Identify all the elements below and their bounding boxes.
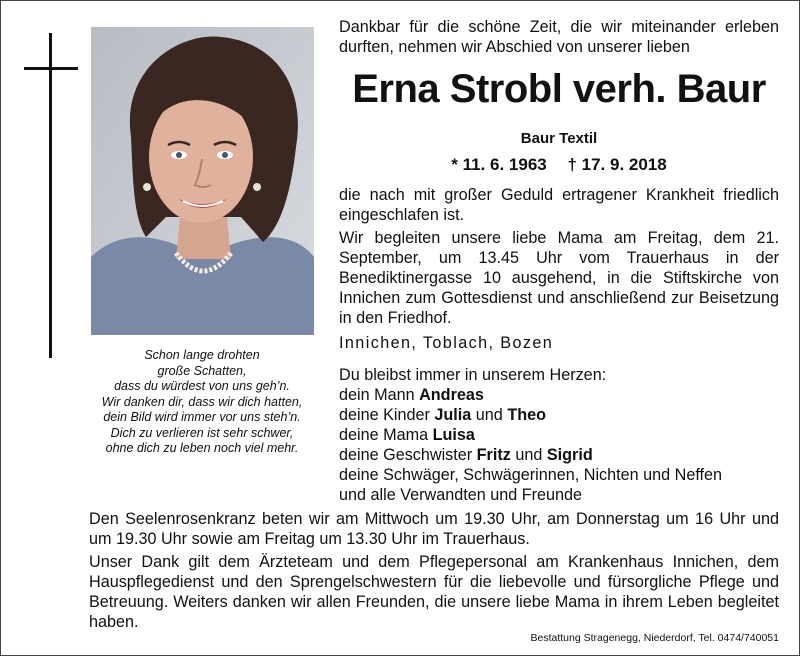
poem-line: Schon lange drohten bbox=[144, 348, 260, 362]
memorial-poem bbox=[89, 348, 315, 457]
poem-line: dein Bild wird immer vor uns steh’n. bbox=[103, 410, 301, 424]
conjunction: und bbox=[475, 406, 503, 424]
cross-vertical-bar bbox=[49, 33, 52, 358]
deceased-name: Erna Strobl verh. Baur bbox=[352, 67, 766, 111]
mother-name: Luisa bbox=[432, 426, 475, 444]
thanks-text: Unser Dank gilt dem Ärzteteam und dem Pflegepersonal am Krankenhaus Innichen, dem Hauspflegedienst und den Sprengelschwestern für die liebevolle und fürsorgliche Pflege und Betreuung. Weiters danken wir allen Freunden, die unsere liebe Mama in ihrem Leben begleitet haben. bbox=[89, 553, 779, 631]
passing-text: die nach mit großer Geduld ertragener Krankheit friedlich eingeschlafen ist. bbox=[339, 186, 779, 224]
family-children-line bbox=[339, 405, 784, 425]
husband-prefix: dein Mann bbox=[339, 386, 415, 404]
intro-text: Dankbar für die schöne Zeit, die wir miteinander erleben durften, nehmen wir Abschied von unserer lieben bbox=[339, 18, 779, 56]
funeral-home-footer: Bestattung Stragenegg, Niederdorf, Tel. 0474/740051 bbox=[530, 632, 779, 644]
mother-prefix: deine Mama bbox=[339, 426, 429, 444]
rosary-info: Den Seelenrosenkranz beten wir am Mittwoch um 19.30 Uhr, am Donnerstag um 16 Uhr und um 19.30 Uhr sowie am Freitag um 13.30 Uhr im Trauerhaus. bbox=[89, 510, 779, 548]
child-name: Julia bbox=[434, 406, 472, 424]
poem-line: Wir danken dir, dass wir dich hatten, bbox=[101, 394, 303, 409]
husband-name: Andreas bbox=[419, 386, 484, 404]
places-line: Innichen, Toblach, Bozen bbox=[339, 334, 554, 352]
sibling-name: Sigrid bbox=[546, 446, 593, 464]
company-name: Baur Textil bbox=[520, 130, 598, 147]
family-husband-line bbox=[339, 385, 784, 405]
family-siblings-line bbox=[339, 445, 784, 465]
poem-line: ohne dich zu leben noch viel mehr. bbox=[105, 441, 299, 455]
funeral-info: Wir begleiten unsere liebe Mama am Freitag, dem 21. September, um 13.45 Uhr vom Trauerhaus in der Benediktinergasse 10 ausgehend, in die Stiftskirche von Innichen zum Gottesdienst und anschließend zur Beisetzung in den Friedhof. bbox=[339, 229, 779, 327]
portrait-illustration bbox=[91, 27, 314, 335]
sibling-name: Fritz bbox=[476, 446, 511, 464]
poem-line: Dich zu verlieren ist sehr schwer, bbox=[110, 425, 294, 440]
conjunction: und bbox=[515, 446, 543, 464]
children-prefix: deine Kinder bbox=[339, 406, 430, 424]
family-heading: Du bleibst immer in unserem Herzen: bbox=[339, 366, 607, 384]
death-date: † 17. 9. 2018 bbox=[567, 155, 667, 174]
poem-line: große Schatten, bbox=[157, 363, 247, 378]
family-inlaws-line: deine Schwäger, Schwägerinnen, Nichten und Neffen bbox=[339, 466, 723, 484]
life-dates bbox=[339, 155, 779, 175]
family-others-line: und alle Verwandten und Freunde bbox=[339, 486, 582, 504]
child-name: Theo bbox=[507, 406, 546, 424]
family-mother-line bbox=[339, 425, 784, 445]
poem-line: dass du würdest von uns geh’n. bbox=[114, 379, 290, 393]
portrait-photo bbox=[91, 27, 314, 335]
siblings-prefix: deine Geschwister bbox=[339, 446, 473, 464]
cross-horizontal-bar bbox=[24, 67, 78, 70]
birth-date: * 11. 6. 1963 bbox=[451, 155, 547, 174]
family-list bbox=[339, 365, 784, 505]
